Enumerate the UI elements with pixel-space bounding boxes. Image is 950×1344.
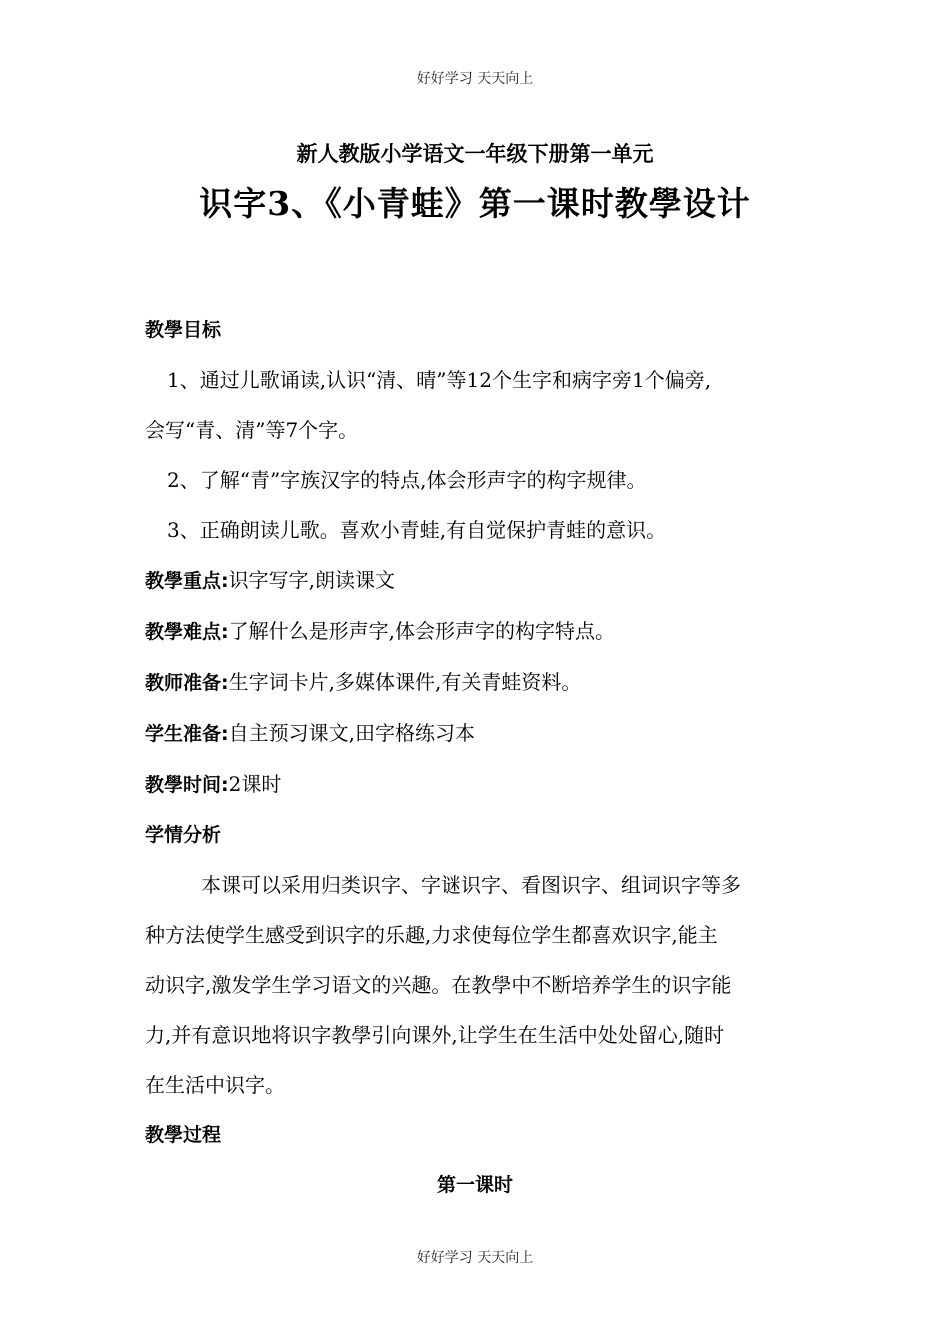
time-label: 教學时间: (145, 774, 229, 796)
time-value: 2课时 (228, 772, 282, 796)
teacher-prep-value: 生字词卡片,多媒体课件,有关青蛙资料。 (228, 670, 582, 694)
objective-2: 2、了解“青”字族汉字的特点,体会形声字的构字规律。 (167, 468, 647, 492)
process-heading: 教學过程 (145, 1124, 222, 1146)
key-points-row (145, 555, 815, 606)
analysis-line-2: 种方法使学生感受到识字的乐趣,力求使每位学生都喜欢识字,能主 (145, 923, 718, 947)
document-subtitle: 新人教版小学语文一年级下册第一单元 (296, 141, 654, 166)
analysis-heading: 学情分析 (145, 824, 222, 846)
objective-1-line-1: 1、通过儿歌诵读,认识“清、晴”等12个生字和病字旁1个偏旁, (167, 368, 712, 392)
document-title: 识字3、《小青蛙》第一课时教學设计 (199, 184, 751, 223)
running-footer: 好好学习 天天向上 (416, 1250, 534, 1266)
key-points-value: 识字写字,朗读课文 (228, 568, 395, 592)
difficulties-row (145, 606, 815, 657)
analysis-line-1: 本课可以采用归类识字、字谜识字、看图识字、组词识字等多 (201, 873, 741, 897)
difficulties-value: 了解什么是形声字,体会形声字的构字特点。 (228, 619, 615, 643)
difficulties-label: 教學难点: (145, 621, 229, 643)
student-prep-label: 学生准备: (145, 723, 229, 745)
time-row (145, 759, 815, 810)
teacher-prep-label: 教师准备: (145, 672, 229, 694)
teacher-prep-row (145, 657, 815, 708)
lesson-heading: 第一课时 (436, 1174, 513, 1196)
objective-1-line-2: 会写“青、清”等7个字。 (145, 418, 359, 442)
analysis-line-3: 动识字,激发学生学习语文的兴趣。在教學中不断培养学生的识字能 (145, 973, 732, 997)
running-header: 好好学习 天天向上 (416, 71, 534, 87)
analysis-line-4: 力,并有意识地将识字教學引向课外,让学生在生活中处处留心,随时 (145, 1023, 725, 1047)
objective-3: 3、正确朗读儿歌。喜欢小青蛙,有自觉保护青蛙的意识。 (167, 518, 667, 542)
key-points-label: 教學重点: (145, 570, 229, 592)
document-body (145, 305, 815, 1210)
student-prep-row (145, 708, 815, 759)
analysis-line-5: 在生活中识字。 (145, 1073, 285, 1097)
student-prep-value: 自主预习课文,田字格练习本 (228, 721, 475, 745)
objectives-heading: 教學目标 (145, 319, 222, 341)
